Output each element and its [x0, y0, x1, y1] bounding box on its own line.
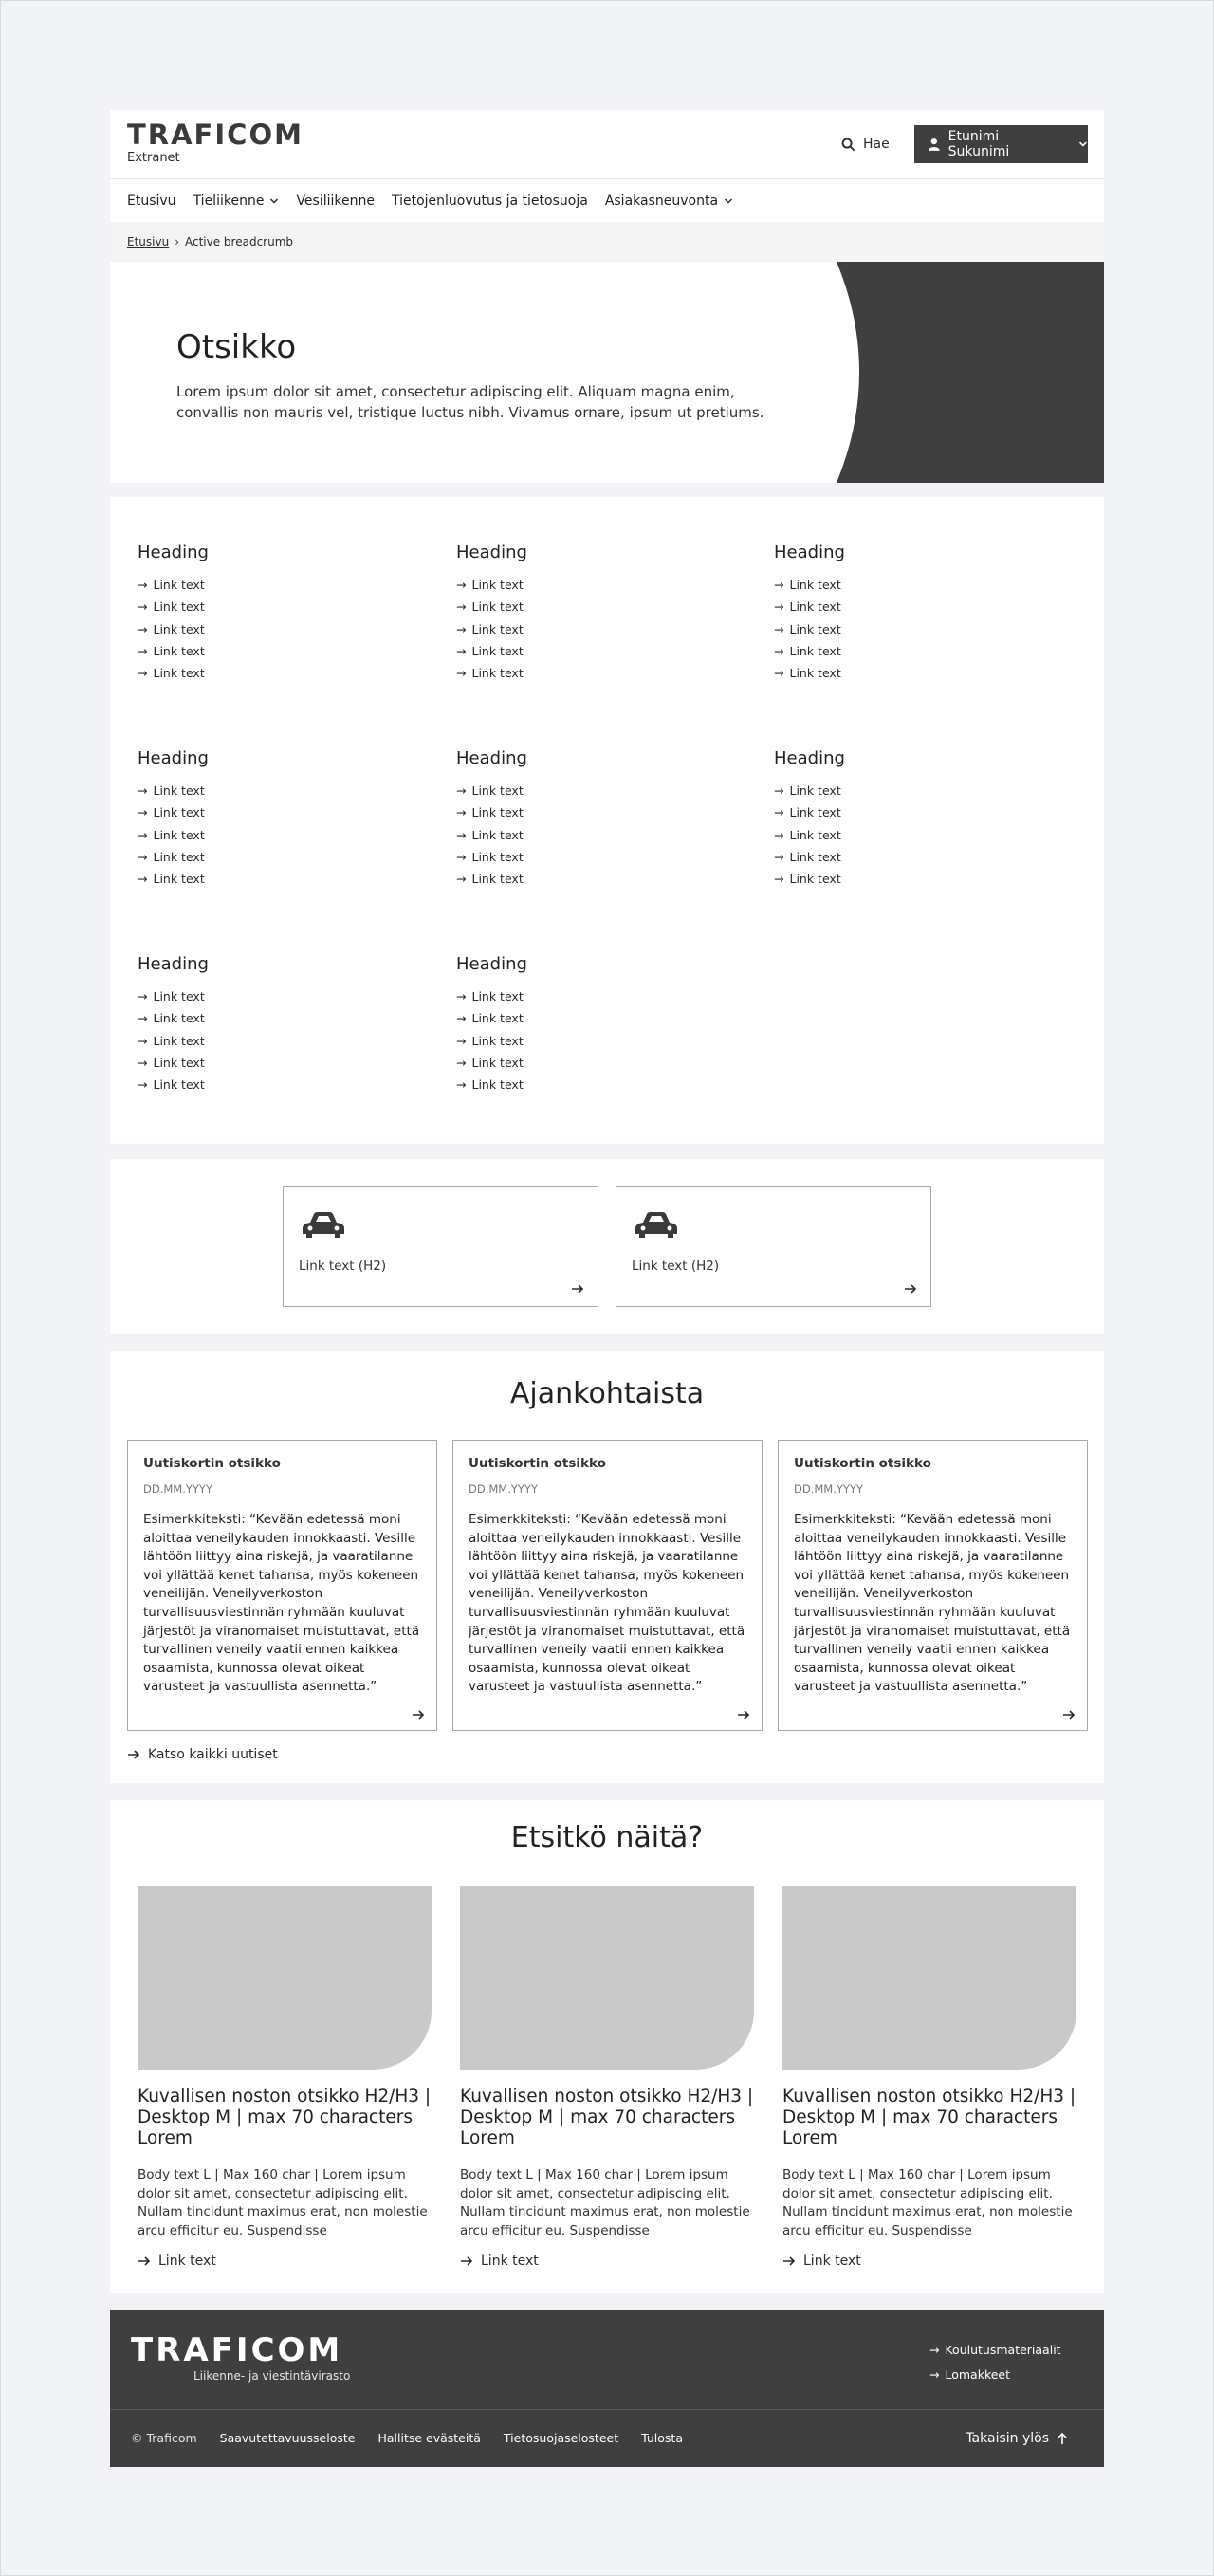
link-group	[456, 543, 741, 684]
link-item[interactable]	[774, 824, 1058, 846]
arrow-right-icon: →	[774, 599, 784, 615]
link-label: Link text	[471, 783, 524, 798]
news-card-body: Esimerkkiteksti: “Kevään edetessä moni aloittaa veneilykauden innokkaasti. Vesille lähtöön liittyy aina riskejä, ja vaaratilanne voi yllättää kenet tahansa, myös kokeneen veneilijän. Veneilyverkoston turvallisuusviestinnän ryhmään kuuluvat järjestöt ja viranomaiset muistuttavat, että turvallinen veneily vaatii ennen kaikkea osaamista, kunnossa olevat oikeat varusteet ja vastuullista asennetta.”	[794, 1512, 1071, 1695]
arrow-right-icon: →	[456, 1011, 467, 1026]
link-item[interactable]	[456, 868, 741, 890]
arrow-right-icon: →	[138, 666, 148, 681]
search-label: Hae	[863, 137, 890, 152]
arrow-right-icon: →	[774, 805, 784, 820]
arrow-right-icon: →	[138, 599, 148, 615]
promo-card	[782, 1886, 1076, 2269]
breadcrumb-separator: ›	[175, 235, 179, 248]
news-section	[110, 1351, 1104, 1783]
arrow-right-icon: →	[774, 783, 784, 798]
link-item[interactable]	[138, 824, 422, 846]
link-label: Link text	[153, 989, 205, 1003]
link-item[interactable]	[774, 801, 1058, 823]
car-icon	[301, 1211, 346, 1240]
link-item[interactable]	[774, 596, 1058, 617]
link-label: Link text	[153, 872, 205, 887]
footer-logo[interactable]	[131, 2333, 350, 2383]
link-item[interactable]	[138, 1007, 422, 1029]
news-card-body: Esimerkkiteksti: “Kevään edetessä moni aloittaa veneilykauden innokkaasti. Vesille lähtöön liittyy aina riskejä, ja vaaratilanne voi yllättää kenet tahansa, myös kokeneen veneilijän. Veneilyverkoston turvallisuusviestinnän ryhmään kuuluvat järjestöt ja viranomaiset muistuttavat, että turvallinen veneily vaatii ennen kaikkea osaamista, kunnossa olevat oikeat varusteet ja vastuullista asennetta.”	[143, 1512, 420, 1695]
arrow-right-icon: →	[456, 599, 467, 615]
link-item[interactable]	[138, 780, 422, 801]
arrow-right-icon: →	[774, 666, 784, 681]
link-label: Link text	[789, 805, 841, 820]
arrow-right-icon: →	[456, 849, 467, 864]
search-icon	[841, 138, 855, 152]
promo-card-link-label: Link text	[158, 2254, 216, 2270]
breadcrumb	[110, 222, 1104, 262]
arrow-right-icon	[904, 1283, 917, 1295]
arrow-right-icon: →	[138, 805, 148, 820]
arrow-right-icon	[1062, 1709, 1076, 1720]
promo-card-link-label: Link text	[481, 2254, 539, 2270]
arrow-right-icon: →	[138, 872, 148, 887]
link-item[interactable]	[774, 640, 1058, 662]
nav-item-etusivu[interactable]	[127, 193, 176, 209]
link-label: Link text	[153, 805, 205, 820]
link-item[interactable]	[138, 574, 422, 596]
site-footer	[110, 2310, 1104, 2467]
link-item[interactable]	[456, 640, 741, 662]
link-card-label: Link text (H2)	[299, 1259, 387, 1274]
nav-item-label: Tieliikenne	[193, 193, 265, 209]
arrow-right-icon	[412, 1709, 425, 1720]
link-item[interactable]	[774, 618, 1058, 640]
promo-section	[110, 1800, 1104, 2293]
link-group	[138, 748, 422, 890]
promo-card	[460, 1886, 754, 2269]
promo-card-link[interactable]	[460, 2254, 754, 2269]
arrow-right-icon: →	[456, 989, 467, 1003]
arrow-right-icon: →	[456, 1055, 467, 1070]
arrow-right-icon: →	[138, 1033, 148, 1048]
arrow-right-icon: →	[774, 621, 784, 636]
link-label: Link text	[471, 578, 524, 592]
promo-card-image[interactable]	[782, 1886, 1076, 2070]
news-card-title: Uutiskortin otsikko	[143, 1456, 281, 1471]
link-label: Link text	[789, 849, 841, 864]
breadcrumb-home-link[interactable]: Etusivu	[127, 235, 170, 248]
link-item[interactable]	[138, 1030, 422, 1052]
arrow-right-icon: →	[138, 1055, 148, 1070]
link-item[interactable]	[456, 574, 741, 596]
link-item[interactable]	[138, 662, 422, 684]
arrow-right-icon: →	[456, 578, 467, 592]
link-item[interactable]	[456, 1007, 741, 1029]
news-card[interactable]	[452, 1440, 763, 1731]
footer-link-evasteet[interactable]: Hallitse evästeitä	[377, 2431, 481, 2445]
link-item[interactable]	[138, 1074, 422, 1095]
back-to-top-label: Takaisin ylös	[966, 2430, 1049, 2446]
back-to-top-button[interactable]	[966, 2409, 1068, 2467]
chevron-down-icon	[724, 196, 733, 206]
link-label: Link text	[153, 827, 205, 842]
traficom-logo[interactable]	[127, 120, 304, 165]
link-label: Link text	[153, 1011, 205, 1026]
link-item[interactable]	[774, 868, 1058, 890]
footer-link-koulutusmateriaalit[interactable]	[929, 2337, 1061, 2362]
car-icon	[634, 1211, 679, 1240]
arrow-right-icon: →	[456, 666, 467, 681]
footer-link-label: Koulutusmateriaalit	[945, 2342, 1061, 2357]
arrow-right-icon: →	[456, 1077, 467, 1093]
link-label: Link text	[153, 1055, 205, 1070]
arrow-right-icon: →	[138, 849, 148, 864]
nav-item-vesiliikenne[interactable]	[296, 193, 375, 209]
link-item[interactable]	[456, 780, 741, 801]
link-item[interactable]	[456, 596, 741, 617]
link-cards-section	[110, 1159, 1104, 1334]
link-item[interactable]	[456, 1030, 741, 1052]
link-group-heading: Heading	[774, 543, 845, 562]
link-label: Link text	[153, 578, 205, 592]
promo-card-heading: Kuvallisen noston otsikko H2/H3 | Desktop M | max 70 characters Lorem	[782, 2087, 1076, 2148]
link-card-label: Link text (H2)	[632, 1259, 720, 1274]
nav-item-label: Vesiliikenne	[296, 193, 375, 209]
link-item[interactable]	[774, 574, 1058, 596]
link-group	[138, 543, 422, 684]
link-groups-section	[110, 497, 1104, 1144]
footer-link-tulosta[interactable]: Tulosta	[641, 2431, 683, 2445]
logo-wordmark: TRAFICOM	[127, 119, 304, 151]
promo-card-image[interactable]	[460, 1886, 754, 2070]
link-group-heading: Heading	[138, 748, 209, 768]
link-label: Link text	[789, 666, 841, 681]
footer-logo-wordmark: TRAFICOM	[131, 2331, 343, 2369]
footer-link-tietosuojaselosteet[interactable]: Tietosuojaselosteet	[503, 2431, 619, 2445]
link-group-heading: Heading	[138, 954, 209, 974]
link-item[interactable]	[774, 662, 1058, 684]
site-header	[110, 110, 1104, 178]
link-item[interactable]	[774, 846, 1058, 868]
link-label: Link text	[153, 783, 205, 798]
nav-item-tieliikenne[interactable]	[193, 193, 280, 209]
news-card-title: Uutiskortin otsikko	[794, 1456, 931, 1471]
link-item[interactable]	[138, 985, 422, 1007]
link-label: Link text	[471, 599, 524, 615]
arrow-right-icon: →	[456, 621, 467, 636]
link-label: Link text	[153, 849, 205, 864]
promo-section-title: Etsitkö näitä?	[510, 1821, 704, 1854]
arrow-right-icon: →	[456, 827, 467, 842]
link-label: Link text	[471, 827, 524, 842]
arrow-up-icon	[1057, 2432, 1068, 2445]
promo-card-heading: Kuvallisen noston otsikko H2/H3 | Desktop M | max 70 characters Lorem	[138, 2087, 432, 2148]
link-item[interactable]	[138, 640, 422, 662]
main-navigation	[110, 178, 1104, 222]
nav-item-label: Tietojenluovutus ja tietosuoja	[391, 193, 588, 209]
footer-side-links	[929, 2337, 1061, 2386]
logo-subtitle: Extranet	[127, 151, 180, 165]
arrow-right-icon: →	[138, 827, 148, 842]
link-item[interactable]	[138, 596, 422, 617]
promo-card-image[interactable]	[138, 1886, 432, 2070]
news-section-title: Ajankohtaista	[509, 1377, 705, 1410]
link-group	[456, 748, 741, 890]
user-icon	[928, 138, 941, 151]
arrow-right-icon	[460, 2255, 473, 2267]
link-label: Link text	[471, 849, 524, 864]
news-card-title: Uutiskortin otsikko	[469, 1456, 606, 1471]
link-label: Link text	[471, 666, 524, 681]
link-item[interactable]	[456, 801, 741, 823]
arrow-right-icon: →	[456, 643, 467, 658]
arrow-right-icon: →	[456, 783, 467, 798]
link-group-heading: Heading	[456, 748, 527, 768]
link-group-heading: Heading	[456, 543, 527, 562]
link-group	[456, 954, 741, 1095]
promo-card-body: Body text L | Max 160 char | Lorem ipsum dolor sit amet, consectetur adipiscing elit. Nullam tincidunt maximus erat, non molestie arcu efficitur eu. Suspendisse	[782, 2167, 1073, 2238]
see-all-news-link[interactable]	[127, 1747, 278, 1762]
arrow-right-icon: →	[456, 872, 467, 887]
hero-section	[110, 262, 1104, 483]
arrow-right-icon: →	[138, 989, 148, 1003]
link-item[interactable]	[138, 1052, 422, 1074]
arrow-right-icon	[782, 2255, 796, 2267]
see-all-news-label: Katso kaikki uutiset	[148, 1747, 278, 1762]
arrow-right-icon: →	[138, 643, 148, 658]
link-label: Link text	[153, 621, 205, 636]
promo-card	[138, 1886, 432, 2269]
promo-card-link[interactable]	[782, 2254, 1076, 2269]
link-label: Link text	[153, 666, 205, 681]
news-card[interactable]	[778, 1440, 1088, 1731]
news-card[interactable]	[127, 1440, 437, 1731]
arrow-right-icon: →	[774, 827, 784, 842]
nav-item-label: Etusivu	[127, 193, 176, 209]
arrow-right-icon: →	[774, 643, 784, 658]
footer-link-saavutettavuusseloste[interactable]: Saavutettavuusseloste	[219, 2431, 356, 2445]
news-card-body: Esimerkkiteksti: “Kevään edetessä moni aloittaa veneilykauden innokkaasti. Vesille lähtöön liittyy aina riskejä, ja vaaratilanne voi yllättää kenet tahansa, myös kokeneen veneilijän. Veneilyverkoston turvallisuusviestinnän ryhmään kuuluvat järjestöt ja viranomaiset muistuttavat, että turvallinen veneily vaatii ennen kaikkea osaamista, kunnossa olevat oikeat varusteet ja vastuullista asennetta.”	[469, 1512, 745, 1695]
promo-card-body: Body text L | Max 160 char | Lorem ipsum dolor sit amet, consectetur adipiscing elit. Nullam tincidunt maximus erat, non molestie arcu efficitur eu. Suspendisse	[460, 2167, 750, 2238]
promo-card-link[interactable]	[138, 2254, 432, 2269]
link-label: Link text	[471, 989, 524, 1003]
arrow-right-icon	[138, 2255, 151, 2267]
link-label: Link text	[789, 783, 841, 798]
arrow-right-icon: →	[774, 578, 784, 592]
arrow-right-icon	[127, 1749, 140, 1760]
link-item[interactable]	[138, 846, 422, 868]
hero-decoration-shape	[791, 262, 1104, 483]
link-label: Link text	[789, 827, 841, 842]
link-item[interactable]	[456, 985, 741, 1007]
link-item[interactable]	[456, 824, 741, 846]
arrow-right-icon: →	[138, 621, 148, 636]
link-label: Link text	[789, 578, 841, 592]
link-item[interactable]	[774, 780, 1058, 801]
link-label: Link text	[153, 1033, 205, 1048]
footer-link-lomakkeet[interactable]	[929, 2362, 1061, 2386]
link-label: Link text	[471, 621, 524, 636]
chevron-down-icon	[269, 196, 279, 206]
page-title: Otsikko	[176, 328, 297, 366]
link-label: Link text	[153, 1077, 205, 1093]
link-card[interactable]	[283, 1186, 598, 1307]
arrow-right-icon: →	[456, 805, 467, 820]
news-card-date: DD.MM.YYYY	[794, 1482, 863, 1496]
arrow-right-icon: →	[929, 2342, 940, 2357]
link-group	[774, 748, 1058, 890]
link-label: Link text	[471, 1033, 524, 1048]
link-group-heading: Heading	[774, 748, 845, 768]
link-group	[774, 543, 1058, 684]
chevron-down-icon	[1078, 139, 1088, 149]
breadcrumb-active: Active breadcrumb	[185, 235, 294, 248]
arrow-right-icon: →	[774, 849, 784, 864]
link-item[interactable]	[456, 1052, 741, 1074]
user-name: Etunimi Sukunimi	[947, 129, 1010, 159]
footer-bottom-bar	[131, 2409, 683, 2467]
hero-text: Lorem ipsum dolor sit amet, consectetur adipiscing elit. Aliquam magna enim, convallis non mauris vel, tristique luctus nibh. Vivamus ornare, ipsum ut pretiums.	[176, 383, 764, 421]
link-label: Link text	[471, 1077, 524, 1093]
link-label: Link text	[789, 643, 841, 658]
link-label: Link text	[471, 872, 524, 887]
link-label: Link text	[789, 621, 841, 636]
link-label: Link text	[471, 1055, 524, 1070]
user-menu-button[interactable]	[914, 125, 1088, 163]
arrow-right-icon: →	[929, 2366, 940, 2382]
arrow-right-icon: →	[138, 1011, 148, 1026]
arrow-right-icon: →	[138, 1077, 148, 1093]
promo-card-link-label: Link text	[803, 2254, 861, 2270]
link-label: Link text	[471, 805, 524, 820]
link-item[interactable]	[138, 801, 422, 823]
footer-link-label: Lomakkeet	[945, 2366, 1011, 2382]
link-label: Link text	[471, 643, 524, 658]
nav-item-tietosuoja[interactable]	[392, 193, 588, 209]
copyright: © Traficom	[131, 2431, 197, 2445]
link-item[interactable]	[456, 846, 741, 868]
promo-card-body: Body text L | Max 160 char | Lorem ipsum dolor sit amet, consectetur adipiscing elit. Nullam tincidunt maximus erat, non molestie arcu efficitur eu. Suspendisse	[138, 2167, 428, 2238]
footer-logo-subtitle: Liikenne- ja viestintävirasto	[193, 2369, 351, 2383]
link-item[interactable]	[456, 662, 741, 684]
link-group	[138, 954, 422, 1095]
arrow-right-icon: →	[774, 872, 784, 887]
promo-card-heading: Kuvallisen noston otsikko H2/H3 | Desktop M | max 70 characters Lorem	[460, 2087, 754, 2148]
arrow-right-icon	[737, 1709, 750, 1720]
link-label: Link text	[471, 1011, 524, 1026]
link-label: Link text	[789, 599, 841, 615]
link-label: Link text	[153, 599, 205, 615]
link-label: Link text	[153, 643, 205, 658]
search-button[interactable]	[841, 133, 890, 156]
nav-item-asiakasneuvonta[interactable]	[605, 193, 733, 209]
link-item[interactable]	[138, 618, 422, 640]
link-item[interactable]	[138, 868, 422, 890]
link-label: Link text	[789, 872, 841, 887]
link-group-heading: Heading	[138, 543, 209, 562]
link-item[interactable]	[456, 1074, 741, 1095]
arrow-right-icon: →	[456, 1033, 467, 1048]
arrow-right-icon	[571, 1283, 584, 1295]
arrow-right-icon: →	[138, 783, 148, 798]
link-item[interactable]	[456, 618, 741, 640]
nav-item-label: Asiakasneuvonta	[604, 193, 719, 209]
arrow-right-icon: →	[138, 578, 148, 592]
news-card-date: DD.MM.YYYY	[143, 1482, 212, 1496]
link-group-heading: Heading	[456, 954, 527, 974]
news-card-date: DD.MM.YYYY	[469, 1482, 538, 1496]
link-card[interactable]	[616, 1186, 931, 1307]
